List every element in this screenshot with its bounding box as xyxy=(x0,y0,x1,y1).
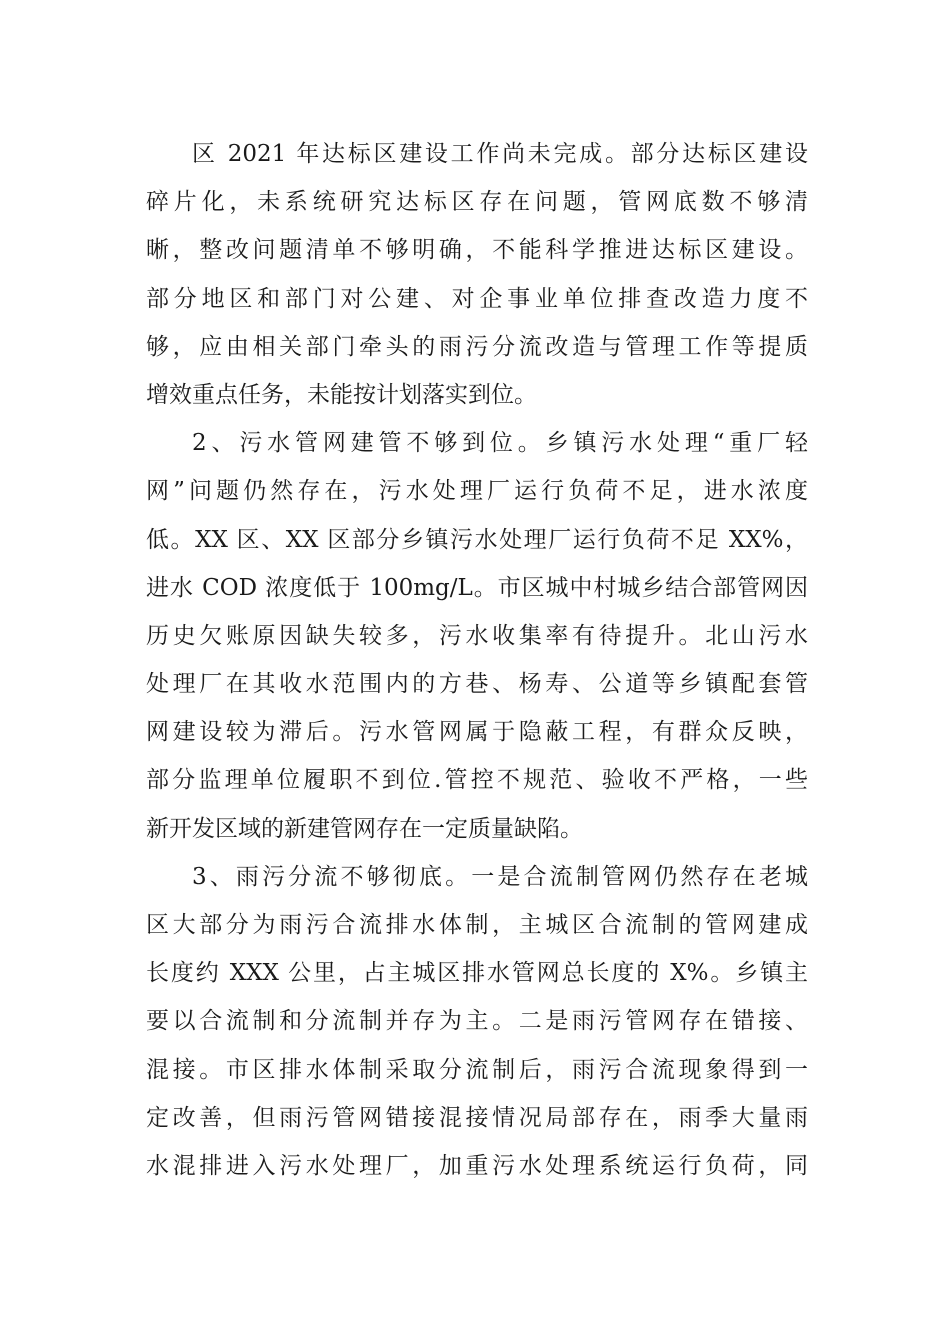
paragraph-3 xyxy=(146,853,808,1190)
text-line: 混接。市区排水体制采取分流制后，雨污合流现象得到一 xyxy=(146,1056,808,1083)
text-line: 定改善，但雨污管网错接混接情况局部存在，雨季大量雨 xyxy=(146,1104,808,1131)
text-line: 要以合流制和分流制并存为主。二是雨污管网存在错接、 xyxy=(146,1008,808,1035)
text-line: 区 2021 年达标区建设工作尚未完成。部分达标区建设 xyxy=(192,141,808,167)
text-line: 2、污水管网建管不够到位。乡镇污水处理“重厂轻 xyxy=(192,430,808,457)
paragraph-2 xyxy=(146,419,808,853)
text-line: 进水 COD 浓度低于 100mg/L。市区城中村城乡结合部管网因 xyxy=(146,574,808,601)
text-line: 新开发区域的新建管网存在一定质量缺陷。 xyxy=(146,815,583,842)
text-line: 部分地区和部门对公建、对企事业单位排查改造力度不 xyxy=(146,285,808,312)
text-line: 够，应由相关部门牵头的雨污分流改造与管理工作等提质 xyxy=(146,333,808,360)
text-line: 3、雨污分流不够彻底。一是合流制管网仍然存在老城 xyxy=(192,863,808,890)
text-line: 区大部分为雨污合流排水体制，主城区合流制的管网建成 xyxy=(146,912,808,938)
text-line: 低。XX 区、XX 区部分乡镇污水处理厂运行负荷不足 XX%， xyxy=(146,526,808,553)
document-body xyxy=(146,130,808,1190)
text-line: 处理厂在其收水范围内的方巷、杨寿、公道等乡镇配套管 xyxy=(146,671,808,698)
text-line: 长度约 XXX 公里，占主城区排水管网总长度的 X%。乡镇主 xyxy=(146,960,808,987)
text-line: 增效重点任务，未能按计划落实到位。 xyxy=(146,381,537,408)
paragraph-1 xyxy=(146,130,808,419)
text-line: 碎片化，未系统研究达标区存在问题，管网底数不够清 xyxy=(146,189,808,216)
text-line: 历史欠账原因缺失较多，污水收集率有待提升。北山污水 xyxy=(146,622,808,649)
text-line: 网”问题仍然存在，污水处理厂运行负荷不足，进水浓度 xyxy=(146,478,808,505)
text-line: 晰，整改问题清单不够明确，不能科学推进达标区建设。 xyxy=(146,237,808,264)
text-line: 网建设较为滞后。污水管网属于隐蔽工程，有群众反映， xyxy=(146,719,808,746)
text-line: 水混排进入污水处理厂，加重污水处理系统运行负荷，同 xyxy=(146,1152,808,1179)
text-line: 部分监理单位履职不到位.管控不规范、验收不严格，一些 xyxy=(146,767,808,794)
